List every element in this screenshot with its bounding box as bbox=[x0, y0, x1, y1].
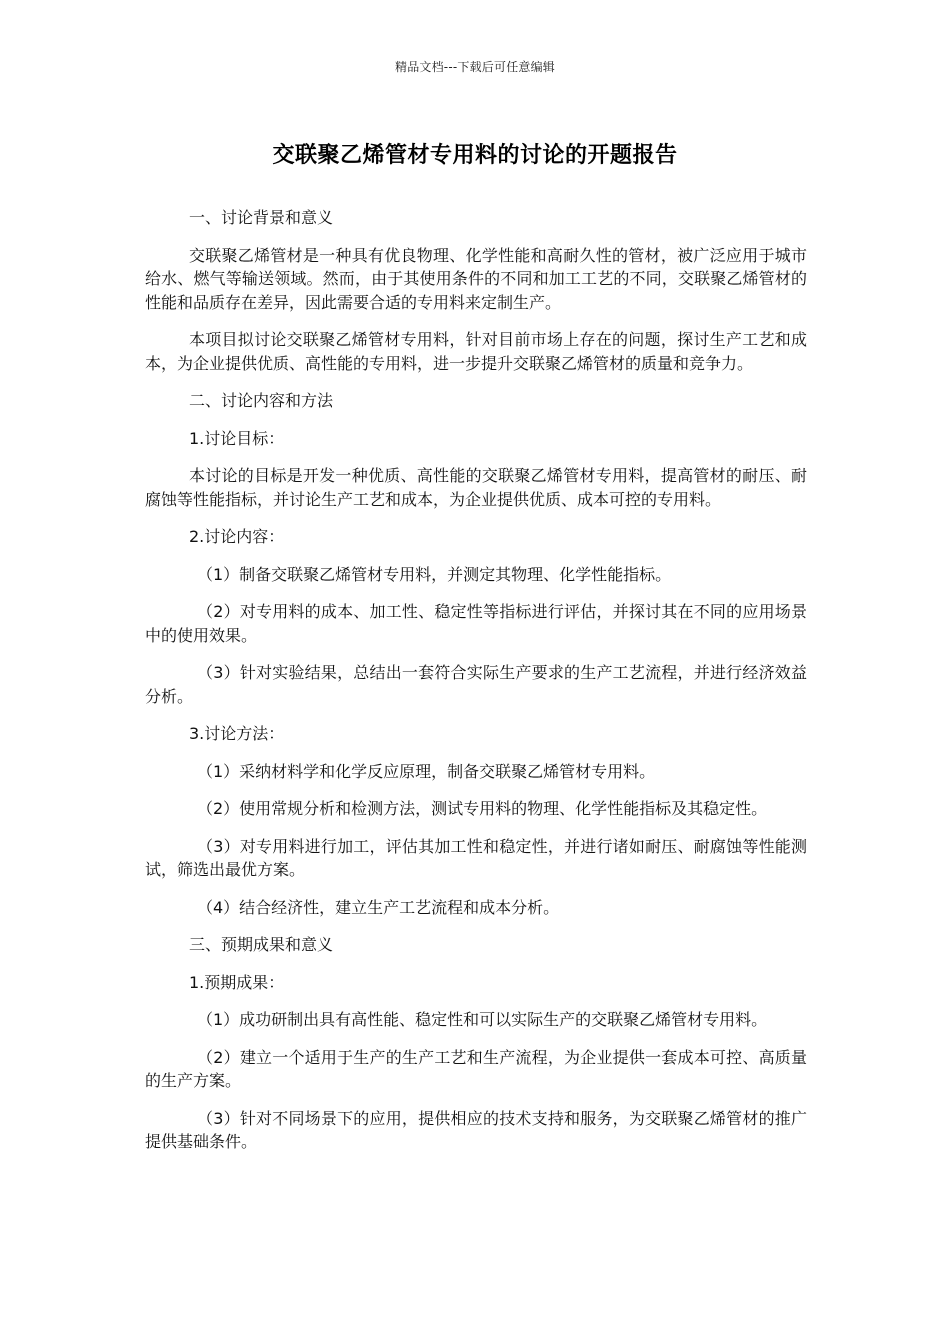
list-item: （2）建立一个适用于生产的生产工艺和生产流程，为企业提供一套成本可控、高质量的生产方案。 bbox=[145, 1047, 807, 1090]
section-heading: 二、讨论内容和方法 bbox=[189, 391, 334, 410]
list-item: （2）对专用料的成本、加工性、稳定性等指标进行评估，并探讨其在不同的应用场景中的使用效果。 bbox=[145, 602, 807, 645]
list-item: （1）制备交联聚乙烯管材专用料，并测定其物理、化学性能指标。 bbox=[197, 564, 672, 584]
list-item: （3）针对实验结果，总结出一套符合实际生产要求的生产工艺流程，并进行经济效益分析。 bbox=[145, 663, 807, 706]
subsection-heading: 3.讨论方法： bbox=[189, 724, 285, 743]
document-body bbox=[145, 206, 807, 1168]
list-item: （1）采纳材料学和化学反应原理，制备交联聚乙烯管材专用料。 bbox=[197, 761, 656, 781]
section-heading: 三、预期成果和意义 bbox=[189, 935, 334, 954]
page-header-note: 精品文档---下载后可任意编辑 bbox=[395, 60, 555, 74]
subsection-heading: 1.预期成果： bbox=[189, 972, 285, 992]
body-paragraph: 本项目拟讨论交联聚乙烯管材专用料，针对目前市场上存在的问题，探讨生产工艺和成本，为企业提供优质、高性能的专用料，进一步提升交联聚乙烯管材的质量和竞争力。 bbox=[145, 330, 807, 373]
list-item: （1）成功研制出具有高性能、稳定性和可以实际生产的交联聚乙烯管材专用料。 bbox=[197, 1010, 768, 1029]
body-paragraph: 本讨论的目标是开发一种优质、高性能的交联聚乙烯管材专用料，提高管材的耐压、耐腐蚀等性能指标，并讨论生产工艺和成本，为企业提供优质、成本可控的专用料。 bbox=[145, 466, 807, 509]
list-item: （4）结合经济性，建立生产工艺流程和成本分析。 bbox=[197, 897, 560, 917]
section-heading: 一、讨论背景和意义 bbox=[189, 208, 334, 227]
subsection-heading: 1.讨论目标： bbox=[189, 428, 285, 448]
body-paragraph: 交联聚乙烯管材是一种具有优良物理、化学性能和高耐久性的管材，被广泛应用于城市给水、燃气等输送领域。然而，由于其使用条件的不同和加工工艺的不同，交联聚乙烯管材的性能和品质存在差异，因此需要合适的专用料来定制生产。 bbox=[145, 245, 807, 312]
subsection-heading: 2.讨论内容： bbox=[189, 527, 285, 546]
list-item: （3）对专用料进行加工，评估其加工性和稳定性，并进行诸如耐压、耐腐蚀等性能测试，筛选出最优方案。 bbox=[145, 836, 807, 879]
list-item: （3）针对不同场景下的应用，提供相应的技术支持和服务，为交联聚乙烯管材的推广提供基础条件。 bbox=[145, 1108, 807, 1151]
document-title: 交联聚乙烯管材专用料的讨论的开题报告 bbox=[272, 143, 678, 168]
list-item: （2）使用常规分析和检测方法，测试专用料的物理、化学性能指标及其稳定性。 bbox=[197, 799, 768, 818]
